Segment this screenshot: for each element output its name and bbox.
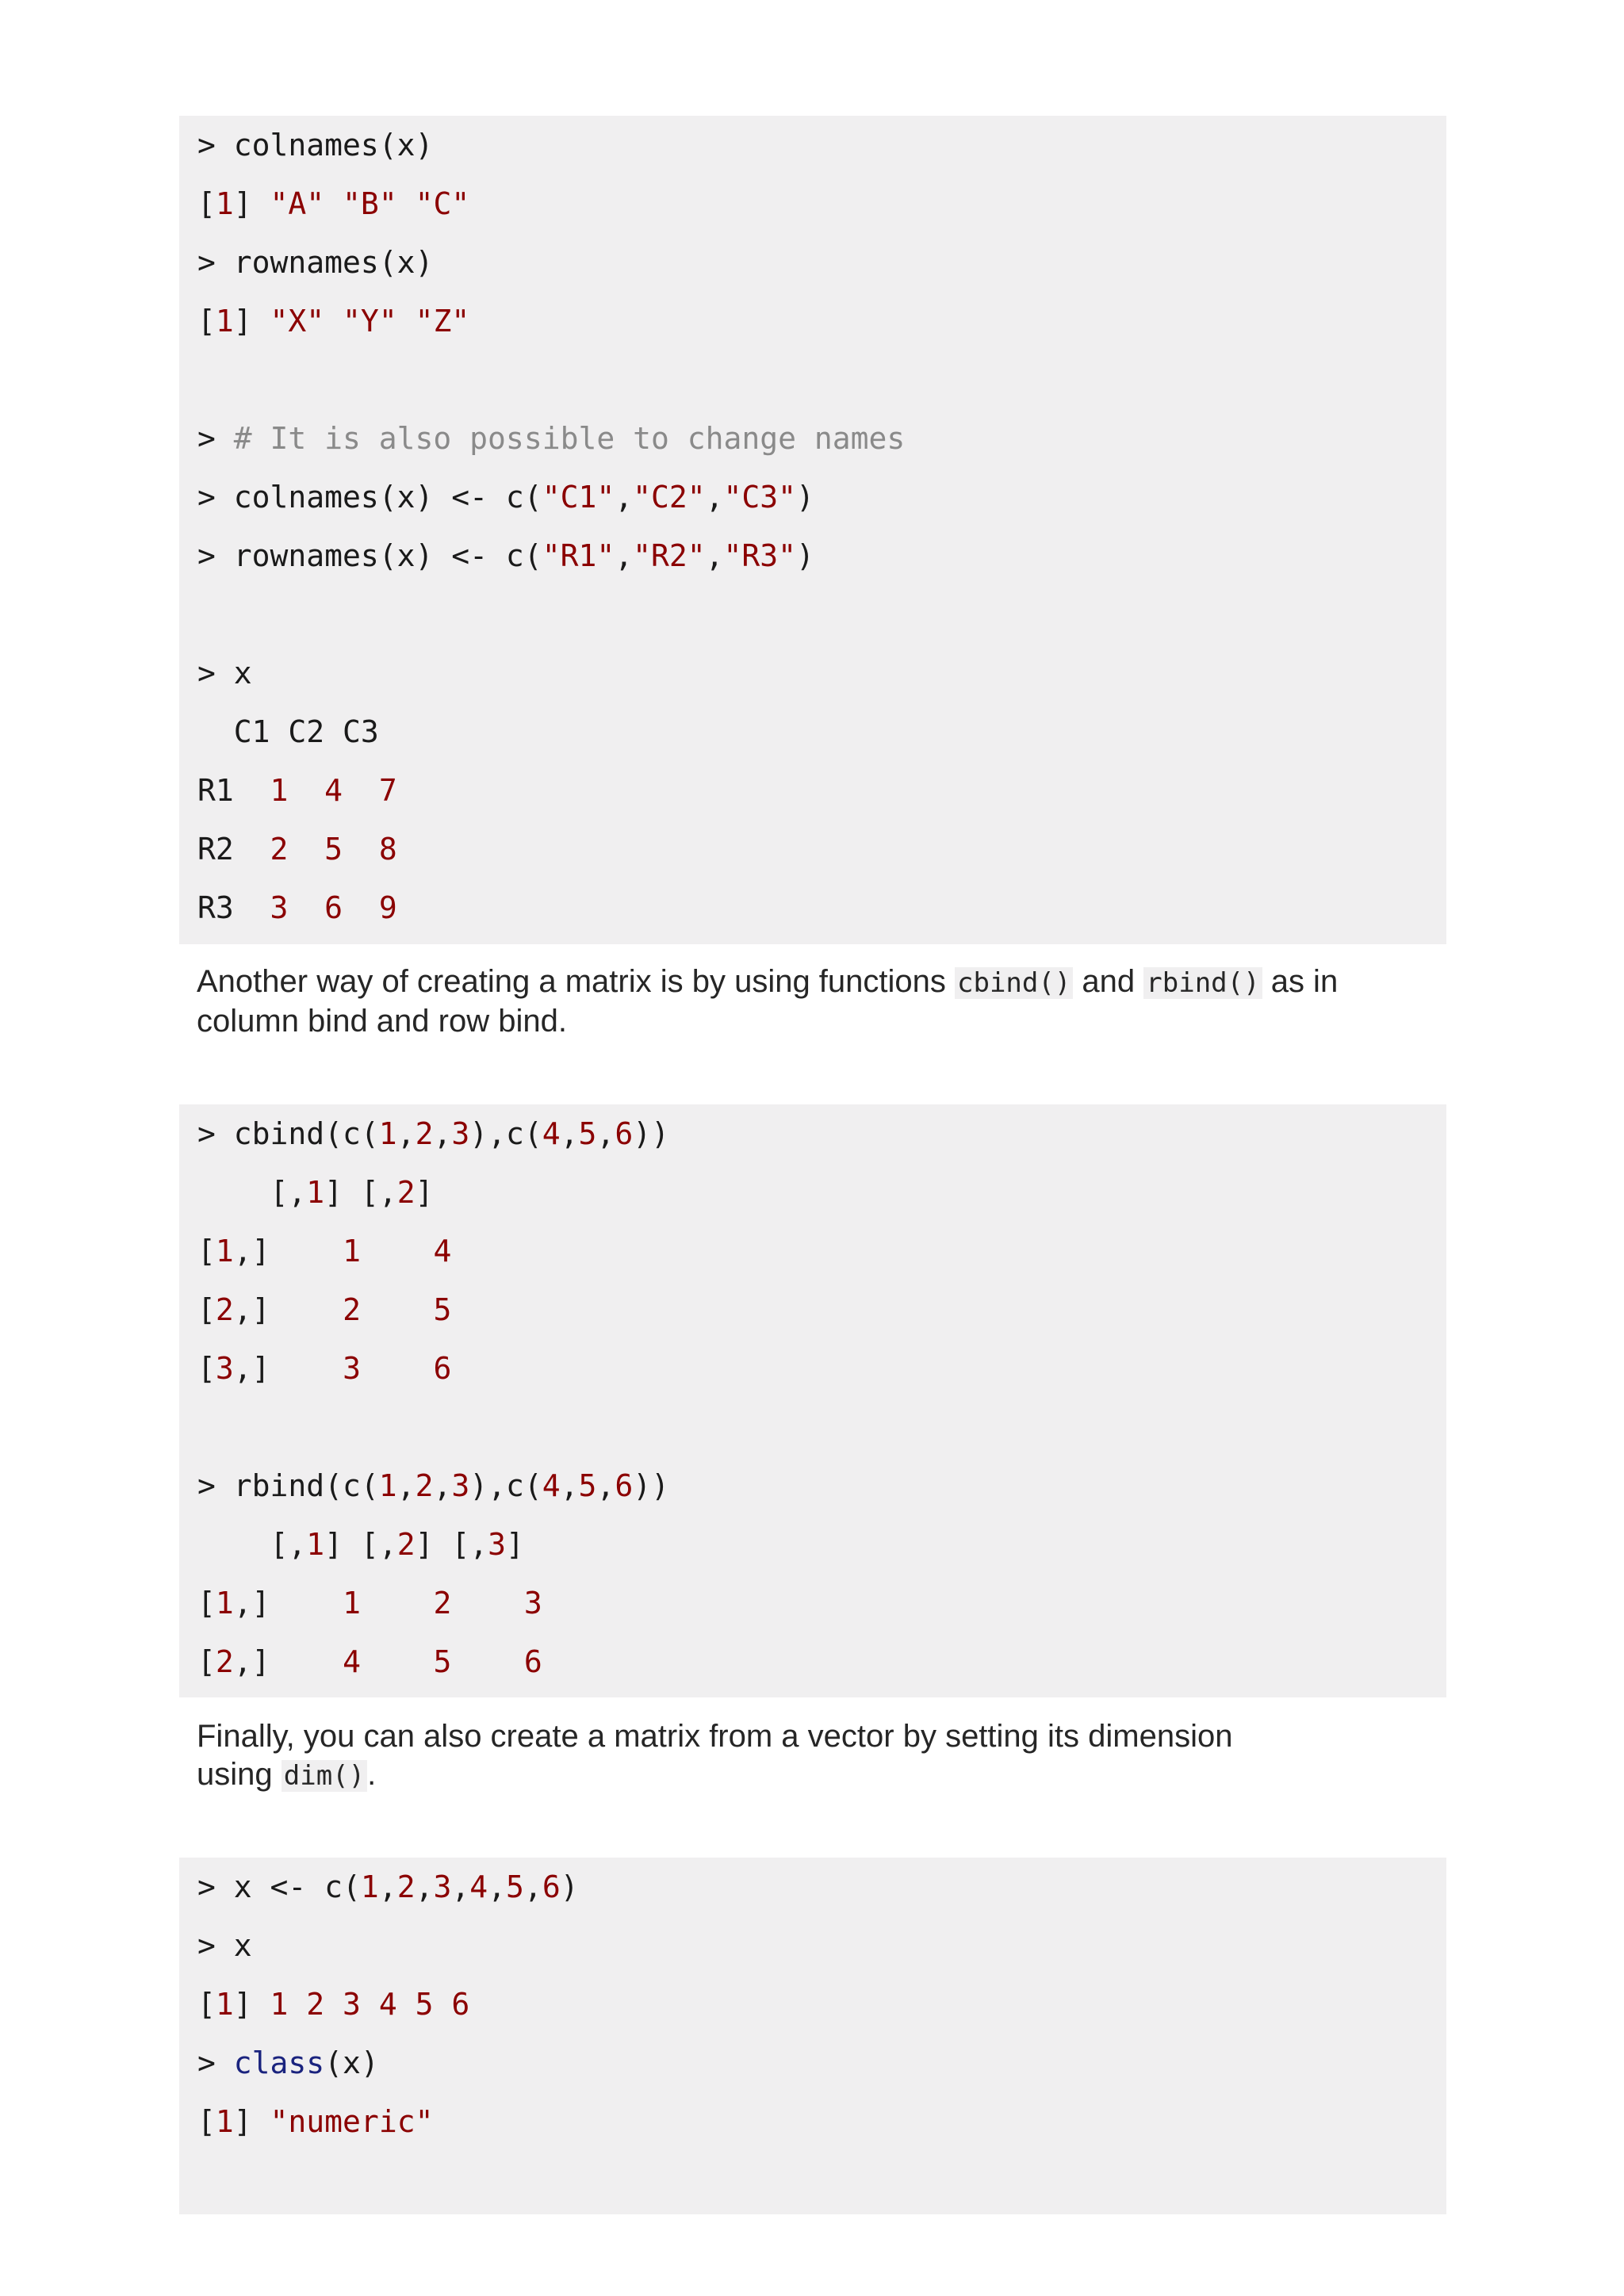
code-token: , bbox=[415, 1869, 434, 1904]
code-token: , bbox=[451, 1869, 470, 1904]
code-token: ,] bbox=[233, 1292, 343, 1327]
code-token: 1 bbox=[215, 1987, 234, 2022]
code-token: 3 bbox=[523, 1586, 542, 1621]
code-token: , bbox=[396, 1468, 416, 1503]
code-token: [, bbox=[197, 1527, 307, 1562]
code-token bbox=[451, 1586, 524, 1621]
code-line bbox=[197, 292, 1446, 350]
code-token: ,] bbox=[233, 1234, 343, 1269]
code-token bbox=[343, 832, 379, 867]
code-token: )) bbox=[633, 1468, 669, 1503]
code-token: 3 bbox=[270, 890, 289, 925]
code-token: [ bbox=[197, 1292, 216, 1327]
code-token: "R2" bbox=[633, 538, 706, 573]
code-token: > bbox=[197, 2045, 234, 2080]
code-token bbox=[361, 1586, 434, 1621]
code-token: , bbox=[523, 1869, 542, 1904]
code-line bbox=[197, 820, 1446, 878]
code-token: [ bbox=[197, 1644, 216, 1679]
code-token bbox=[361, 1644, 434, 1679]
code-token: > rownames(x) <- c( bbox=[197, 538, 542, 573]
code-token: 3 bbox=[215, 1351, 234, 1386]
code-token: ] bbox=[233, 304, 270, 339]
code-token: 9 bbox=[378, 890, 397, 925]
code-token: 5 bbox=[324, 832, 343, 867]
code-line bbox=[197, 1632, 1446, 1691]
code-token: 6 bbox=[615, 1116, 634, 1151]
code-token: "X" "Y" "Z" bbox=[270, 304, 470, 339]
code-token: 6 bbox=[324, 890, 343, 925]
code-token: 1 bbox=[215, 1234, 234, 1269]
code-token: [ bbox=[197, 1586, 216, 1621]
code-token bbox=[343, 773, 379, 808]
code-token: 1 bbox=[378, 1468, 397, 1503]
code-token: 1 bbox=[343, 1234, 361, 1269]
code-token: 4 bbox=[343, 1644, 361, 1679]
code-token: > x bbox=[197, 656, 252, 691]
code-token: , bbox=[560, 1468, 579, 1503]
code-token: , bbox=[378, 1869, 397, 1904]
code-token: 2 bbox=[215, 1644, 234, 1679]
code-token: 2 bbox=[396, 1175, 416, 1210]
code-token: ] bbox=[233, 186, 270, 221]
code-block-bind bbox=[179, 1104, 1446, 1697]
code-line bbox=[197, 233, 1446, 292]
code-token: [ bbox=[197, 304, 216, 339]
code-token: ] [, bbox=[324, 1175, 397, 1210]
code-token: "numeric" bbox=[270, 2104, 434, 2139]
code-line bbox=[197, 1104, 1446, 1163]
code-token: , bbox=[705, 538, 724, 573]
code-token: (x) bbox=[324, 2045, 379, 2080]
paragraph-text: . bbox=[367, 1757, 377, 1792]
code-token: ) bbox=[796, 480, 814, 515]
code-token: 2 bbox=[396, 1527, 416, 1562]
code-token: ] bbox=[415, 1175, 434, 1210]
code-token: [, bbox=[197, 1175, 307, 1210]
code-token: , bbox=[396, 1116, 416, 1151]
code-line bbox=[197, 174, 1446, 233]
code-token: 2 bbox=[396, 1869, 416, 1904]
code-line bbox=[197, 2151, 1446, 2210]
paragraph-text: and bbox=[1073, 964, 1144, 999]
code-line bbox=[197, 1222, 1446, 1280]
code-token: 8 bbox=[378, 832, 397, 867]
code-token: 1 bbox=[215, 304, 234, 339]
code-line bbox=[197, 468, 1446, 526]
inline-code-dim: dim() bbox=[282, 1760, 367, 1792]
code-token bbox=[288, 773, 324, 808]
code-token: , bbox=[433, 1468, 452, 1503]
code-line bbox=[197, 2092, 1446, 2151]
code-token: class bbox=[233, 2045, 325, 2080]
code-token: 3 bbox=[488, 1527, 506, 1562]
code-token: ] bbox=[233, 2104, 270, 2139]
code-block-vector bbox=[179, 1858, 1446, 2214]
code-line bbox=[197, 526, 1446, 585]
code-token: 2 bbox=[415, 1468, 434, 1503]
code-token: 3 bbox=[343, 1351, 361, 1386]
code-token: > cbind(c( bbox=[197, 1116, 379, 1151]
code-token: , bbox=[705, 480, 724, 515]
code-line bbox=[197, 1163, 1446, 1222]
code-token: 7 bbox=[378, 773, 397, 808]
code-token bbox=[288, 832, 324, 867]
code-line bbox=[197, 761, 1446, 820]
code-line bbox=[197, 1975, 1446, 2034]
code-token: , bbox=[596, 1468, 615, 1503]
code-line bbox=[197, 1858, 1446, 1916]
code-token: 3 bbox=[451, 1116, 470, 1151]
code-line bbox=[197, 1515, 1446, 1574]
paragraph-dim bbox=[197, 1717, 1307, 1795]
code-token: [ bbox=[197, 1987, 216, 2022]
code-token: 2 bbox=[433, 1586, 452, 1621]
code-token: "C2" bbox=[633, 480, 706, 515]
code-token: > bbox=[197, 421, 234, 456]
code-line bbox=[197, 644, 1446, 702]
code-token: 4 bbox=[469, 1869, 488, 1904]
code-token: 1 bbox=[215, 1586, 234, 1621]
code-token: > colnames(x) <- c( bbox=[197, 480, 542, 515]
code-token: 1 bbox=[306, 1527, 325, 1562]
code-line bbox=[197, 1916, 1446, 1975]
code-token: # It is also possible to change names bbox=[233, 421, 906, 456]
code-token: ] [, bbox=[415, 1527, 488, 1562]
code-token: > rownames(x) bbox=[197, 245, 434, 280]
code-token: > x <- c( bbox=[197, 1869, 361, 1904]
code-token bbox=[288, 890, 324, 925]
code-token: , bbox=[433, 1116, 452, 1151]
code-token: , bbox=[615, 480, 634, 515]
code-token: "R3" bbox=[723, 538, 797, 573]
code-token: 6 bbox=[542, 1869, 561, 1904]
code-token: 1 bbox=[343, 1586, 361, 1621]
code-token: 1 bbox=[306, 1175, 325, 1210]
code-token: 5 bbox=[578, 1116, 597, 1151]
code-token: R2 bbox=[197, 832, 270, 867]
code-token: 4 bbox=[542, 1468, 561, 1503]
code-token: "C3" bbox=[723, 480, 797, 515]
code-line bbox=[197, 1398, 1446, 1456]
code-line bbox=[197, 409, 1446, 468]
code-token: ) bbox=[796, 538, 814, 573]
code-token bbox=[361, 1351, 434, 1386]
code-token: 5 bbox=[506, 1869, 524, 1904]
code-token: , bbox=[615, 538, 634, 573]
code-line bbox=[197, 350, 1446, 409]
code-token: [ bbox=[197, 1234, 216, 1269]
code-token: 3 bbox=[433, 1869, 452, 1904]
code-line bbox=[197, 116, 1446, 174]
code-token: ,] bbox=[233, 1586, 343, 1621]
code-token: 5 bbox=[433, 1292, 452, 1327]
code-token: 2 bbox=[215, 1292, 234, 1327]
code-token: ,] bbox=[233, 1644, 343, 1679]
code-token: C1 C2 C3 bbox=[197, 714, 379, 749]
code-token: ) bbox=[560, 1869, 579, 1904]
code-token: ] bbox=[505, 1527, 524, 1562]
code-line bbox=[197, 1280, 1446, 1339]
code-token: , bbox=[596, 1116, 615, 1151]
code-token: "A" "B" "C" bbox=[270, 186, 470, 221]
code-token: > colnames(x) bbox=[197, 128, 434, 163]
code-token: 2 bbox=[343, 1292, 361, 1327]
code-token: [ bbox=[197, 2104, 216, 2139]
code-token bbox=[451, 1644, 524, 1679]
code-token: )) bbox=[633, 1116, 669, 1151]
code-token: 1 bbox=[270, 773, 289, 808]
code-line bbox=[197, 2034, 1446, 2092]
paragraph-text: Finally, you can also create a matrix from a vector by setting its dimension using bbox=[197, 1719, 1233, 1792]
code-line bbox=[197, 1339, 1446, 1398]
code-token bbox=[361, 1292, 434, 1327]
code-token: 1 bbox=[360, 1869, 379, 1904]
code-token: 5 bbox=[578, 1468, 597, 1503]
paragraph-cbind-rbind bbox=[197, 962, 1378, 1040]
code-block-colnames bbox=[179, 116, 1446, 944]
paragraph-text: as in column bind and row bind. bbox=[197, 964, 1339, 1039]
code-token: 2 bbox=[270, 832, 289, 867]
code-line bbox=[197, 878, 1446, 937]
code-token: 2 bbox=[415, 1116, 434, 1151]
code-line bbox=[197, 1574, 1446, 1632]
code-token: 6 bbox=[433, 1351, 452, 1386]
code-token bbox=[343, 890, 379, 925]
paragraph-text: Another way of creating a matrix is by using functions bbox=[197, 964, 956, 999]
code-token: 1 2 3 4 5 6 bbox=[270, 1987, 470, 2022]
code-token: ] bbox=[233, 1987, 270, 2022]
code-token: 1 bbox=[378, 1116, 397, 1151]
code-token: 1 bbox=[215, 186, 234, 221]
code-token bbox=[361, 1234, 434, 1269]
code-token: 4 bbox=[324, 773, 343, 808]
code-token: [ bbox=[197, 186, 216, 221]
code-token: R1 bbox=[197, 773, 270, 808]
code-token: 3 bbox=[451, 1468, 470, 1503]
code-token: > rbind(c( bbox=[197, 1468, 379, 1503]
inline-code-rbind: rbind() bbox=[1143, 967, 1262, 999]
code-token: , bbox=[560, 1116, 579, 1151]
code-token: ),c( bbox=[469, 1116, 542, 1151]
code-token: 6 bbox=[615, 1468, 634, 1503]
code-line bbox=[197, 585, 1446, 644]
code-token: ),c( bbox=[469, 1468, 542, 1503]
code-token: R3 bbox=[197, 890, 270, 925]
code-token: [ bbox=[197, 1351, 216, 1386]
code-token: , bbox=[488, 1869, 507, 1904]
inline-code-cbind: cbind() bbox=[955, 967, 1073, 999]
code-token: "R1" bbox=[542, 538, 615, 573]
code-token: ,] bbox=[233, 1351, 343, 1386]
code-token: 5 bbox=[433, 1644, 452, 1679]
code-token: "C1" bbox=[542, 480, 615, 515]
code-token: 1 bbox=[215, 2104, 234, 2139]
code-line bbox=[197, 1456, 1446, 1515]
code-line bbox=[197, 702, 1446, 761]
code-token: ] [, bbox=[324, 1527, 397, 1562]
code-token: 6 bbox=[523, 1644, 542, 1679]
code-token: 4 bbox=[542, 1116, 561, 1151]
code-token: 4 bbox=[433, 1234, 452, 1269]
code-token: > x bbox=[197, 1928, 252, 1963]
